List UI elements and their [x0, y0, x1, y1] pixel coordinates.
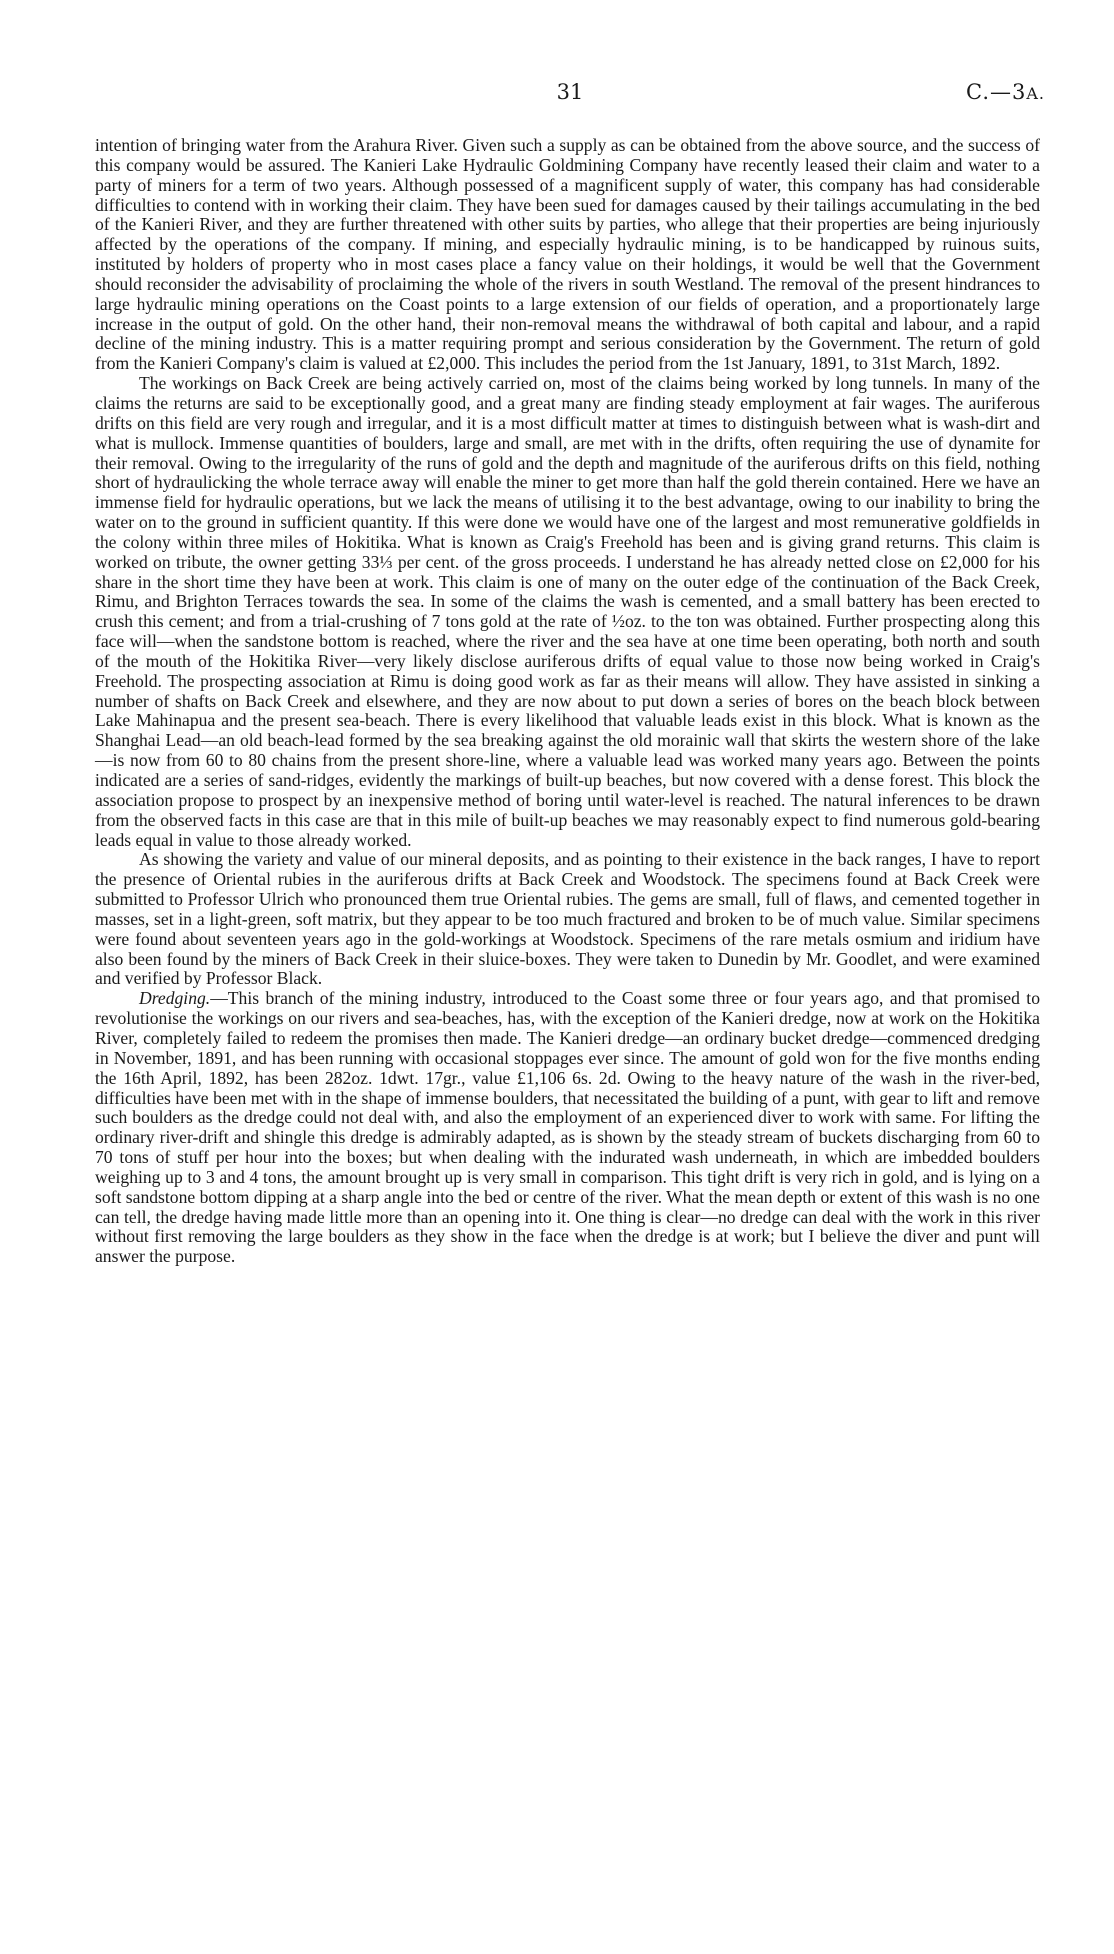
section-heading-dredging: Dredging. [139, 988, 211, 1009]
paragraph [95, 374, 1040, 850]
paragraph-text: The workings on Back Creek are being actively carried on, most of the claims being worked by long tunnels. In many of the claims the returns are said to be exceptionally good, and a great many are finding steady employment at fair wages. The auriferous drifts on this field are very rough and irregular, and it is a most difficult matter at times to distinguish between what is wash-dirt and what is mullock. Immense quantities of boulders, large and small, are met with in the drifts, often requiring the use of dynamite for their removal. Owing to the irregularity of the runs of gold and the depth and magnitude of the auriferous drifts on this field, nothing short of hydraulicking the whole terrace away will enable the miner to get more than half the gold therein contained. Here we have an immense field for hydraulic operations, but we lack the means of utilising it to the best advantage, owing to our inability to bring the water on to the ground in sufficient quantity. If this were done we would have one of the largest and most remunerative goldfields in the colony within three miles of Hokitika. What is known as Craig's Freehold has been and is giving grand returns. This claim is worked on tribute, the owner getting 33⅓ per cent. of the gross proceeds. I understand he has already netted close on £2,000 for his share in the short time they have been at work. This claim is one of many on the outer edge of the continuation of the Back Creek, Rimu, and Brighton Terraces towards the sea. In some of the claims the wash is cemented, and a small battery has been erected to crush this cement; and from a trial-crushing of 7 tons gold at the rate of ½oz. to the ton was obtained. Further prospecting along this face will—when the sandstone bottom is reached, where the river and the sea have at one time been operating, both north and south of the mouth of the Hokitika River—very likely disclose auriferous drifts of equal value to those now being worked in Craig's Freehold. The prospecting association at Rimu is doing good work as far as their means will allow. They have assisted in sinking a number of shafts on Back Creek and elsewhere, and they are now about to put down a series of bores on the beach block between Lake Mahinapua and the present sea-beach. There is every likelihood that valuable leads exist in this block. What is known as the Shanghai Lead—an old beach-lead formed by the sea breaking against the old morainic wall that skirts the western shore of the lake—is now from 60 to 80 chains from the present shore-line, where a valuable lead was worked many years ago. Between the points indicated are a series of sand-ridges, evidently the markings of built-up beaches, but now covered with a dense forest. This block the association propose to prospect by an inexpensive method of boring until water-level is reached. The natural inferences to be drawn from the observed facts in this case are that in this mile of built-up beaches we may reasonably expect to find numerous gold-bearing leads equal in value to those already worked. [95, 373, 1040, 850]
doc-ref-main: C.—3 [966, 80, 1027, 104]
page-header [95, 80, 1045, 110]
page-number: 31 [556, 80, 584, 104]
paragraph [95, 136, 1040, 374]
body-text [95, 136, 1040, 1267]
paragraph [95, 989, 1040, 1267]
paragraph [95, 850, 1040, 989]
doc-ref-suffix: A. [1026, 84, 1045, 103]
paragraph-text: intention of bringing water from the Arahura River. Given such a supply as can be obtained from the above source, and the success of this company would be assured. The Kanieri Lake Hydraulic Goldmining Company have recently leased their claim and water to a party of miners for a term of two years. Although possessed of a magnificent supply of water, this company has had considerable difficulties to contend with in working their claim. They have been sued for damages caused by their tailings accumulating in the bed of the Kanieri River, and they are further threatened with other suits by parties, who allege that their properties are being injuriously affected by the operations of the company. If mining, and especially hydraulic mining, is to be handicapped by ruinous suits, instituted by holders of property who in most cases place a fancy value on their holdings, it would be well that the Government should reconsider the advisability of proclaiming the whole of the rivers in south Westland. The removal of the present hindrances to large hydraulic mining operations on the Coast points to a large extension of our fields of operation, and a proportionately large increase in the output of gold. On the other hand, their non-removal means the withdrawal of both capital and labour, and a rapid decline of the mining industry. This is a matter requiring prompt and serious consideration by the Government. The return of gold from the Kanieri Company's claim is valued at £2,000. This includes the period from the 1st January, 1891, to 31st March, 1892. [95, 135, 1040, 374]
paragraph-text: —This branch of the mining industry, introduced to the Coast some three or four years ago, and that promised to revolutionise the workings on our rivers and sea-beaches, has, with the exception of the Kanieri dredge, now at work on the Hokitika River, completely failed to redeem the promises then made. The Kanieri dredge—an ordinary bucket dredge—commenced dredging in November, 1891, and has been running with occasional stoppages ever since. The amount of gold won for the five months ending the 16th April, 1892, has been 282oz. 1dwt. 17gr., value £1,106 6s. 2d. Owing to the heavy nature of the wash in the river-bed, difficulties have been met with in the shape of immense boulders, that necessitated the building of a punt, with gear to lift and remove such boulders as the dredge could not deal with, and also the employment of an experienced diver to work with same. For lifting the ordinary river-drift and shingle this dredge is admirably adapted, as is shown by the steady stream of buckets discharging from 60 to 70 tons of stuff per hour into the boxes; but when dealing with the indurated wash underneath, in which are imbedded boulders weighing up to 3 and 4 tons, the amount brought up is very small in comparison. This tight drift is very rich in gold, and is lying on a soft sandstone bottom dipping at a sharp angle into the bed or centre of the river. What the mean depth or extent of this wash is no one can tell, the dredge having made little more than an opening into it. One thing is clear—no dredge can deal with the work in this river without first removing the large boulders as they show in the face when the dredge is at work; but I believe the diver and punt will answer the purpose. [95, 988, 1040, 1267]
paragraph-text: As showing the variety and value of our mineral deposits, and as pointing to their existence in the back ranges, I have to report the presence of Oriental rubies in the auriferous drifts at Back Creek and Woodstock. The specimens found at Back Creek were submitted to Professor Ulrich who pronounced them true Oriental rubies. The gems are small, full of flaws, and cemented together in masses, set in a light-green, soft matrix, but they appear to be too much fractured and broken to be of much value. Similar specimens were found about seventeen years ago in the gold-workings at Woodstock. Specimens of the rare metals osmium and iridium have also been found by the miners of Back Creek in their sluice-boxes. They were taken to Dunedin by Mr. Goodlet, and were examined and verified by Professor Black. [95, 849, 1040, 989]
document-reference [966, 80, 1045, 104]
